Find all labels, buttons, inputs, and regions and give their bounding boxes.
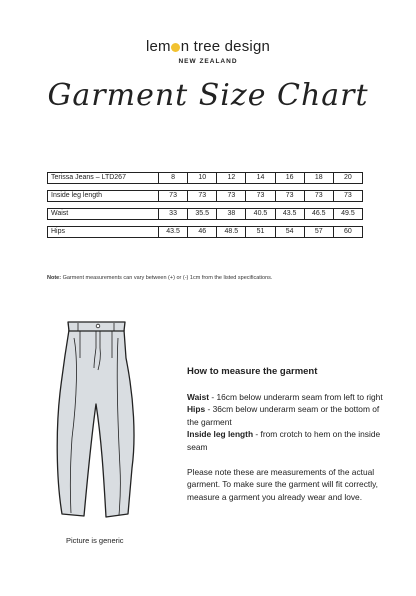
picture-caption: Picture is generic bbox=[66, 536, 124, 545]
howto-waist: Waist - 16cm below underarm seam from left to right Hips - 36cm below underarm seam or the bottom of the garment Inside leg length - from crotch to hem on the inside seam bbox=[187, 391, 383, 452]
table-cell: 57 bbox=[304, 227, 333, 238]
table-cell: 73 bbox=[333, 191, 362, 202]
howto-heading: How to measure the garment bbox=[187, 366, 318, 377]
table-row-label: Inside leg length bbox=[48, 191, 159, 202]
table-header-cell: 10 bbox=[188, 173, 217, 184]
measurement-note: Note: Garment measurements can vary between (+) or (-) 1cm from the listed specifications. bbox=[47, 275, 273, 281]
table-header-cell: 14 bbox=[246, 173, 275, 184]
brand-logo bbox=[0, 38, 416, 65]
table-cell: 40.5 bbox=[246, 209, 275, 220]
table-cell: 51 bbox=[246, 227, 275, 238]
table-header-cell: 8 bbox=[159, 173, 188, 184]
table-cell: 49.5 bbox=[333, 209, 362, 220]
table-cell: 60 bbox=[333, 227, 362, 238]
table-cell: 46.5 bbox=[304, 209, 333, 220]
table-cell: 73 bbox=[275, 191, 304, 202]
table-cell: 35.5 bbox=[188, 209, 217, 220]
table-cell: 43.5 bbox=[159, 227, 188, 238]
table-header-cell: 18 bbox=[304, 173, 333, 184]
table-cell: 73 bbox=[188, 191, 217, 202]
table-row bbox=[48, 227, 363, 238]
table-header-cell: 16 bbox=[275, 173, 304, 184]
page-title: Garment Size Chart bbox=[47, 78, 369, 113]
table-row bbox=[48, 191, 363, 202]
brand-subtitle: NEW ZEALAND bbox=[178, 58, 238, 65]
howto-paragraph: Please note these are measurements of the actual garment. To make sure the garment will fit correctly, measure a garment you already wear and love. bbox=[187, 466, 378, 502]
table-header-row bbox=[48, 173, 363, 184]
table-row-label: Hips bbox=[48, 227, 159, 238]
table-row bbox=[48, 209, 363, 220]
table-cell: 54 bbox=[275, 227, 304, 238]
lemon-dot-icon bbox=[171, 43, 180, 52]
size-table bbox=[47, 172, 363, 238]
table-header-cell: Terissa Jeans – LTD267 bbox=[48, 173, 159, 184]
table-cell: 33 bbox=[159, 209, 188, 220]
table-cell: 43.5 bbox=[275, 209, 304, 220]
table-cell: 73 bbox=[217, 191, 246, 202]
jeans-illustration bbox=[44, 318, 144, 530]
table-cell: 38 bbox=[217, 209, 246, 220]
how-to-measure bbox=[187, 366, 383, 515]
table-cell: 46 bbox=[188, 227, 217, 238]
table-cell: 48.5 bbox=[217, 227, 246, 238]
table-row-label: Waist bbox=[48, 209, 159, 220]
table-cell: 73 bbox=[246, 191, 275, 202]
brand-name: lem n tree design bbox=[145, 38, 271, 55]
table-header-cell: 12 bbox=[217, 173, 246, 184]
table-cell: 73 bbox=[304, 191, 333, 202]
table-header-cell: 20 bbox=[333, 173, 362, 184]
table-cell: 73 bbox=[159, 191, 188, 202]
